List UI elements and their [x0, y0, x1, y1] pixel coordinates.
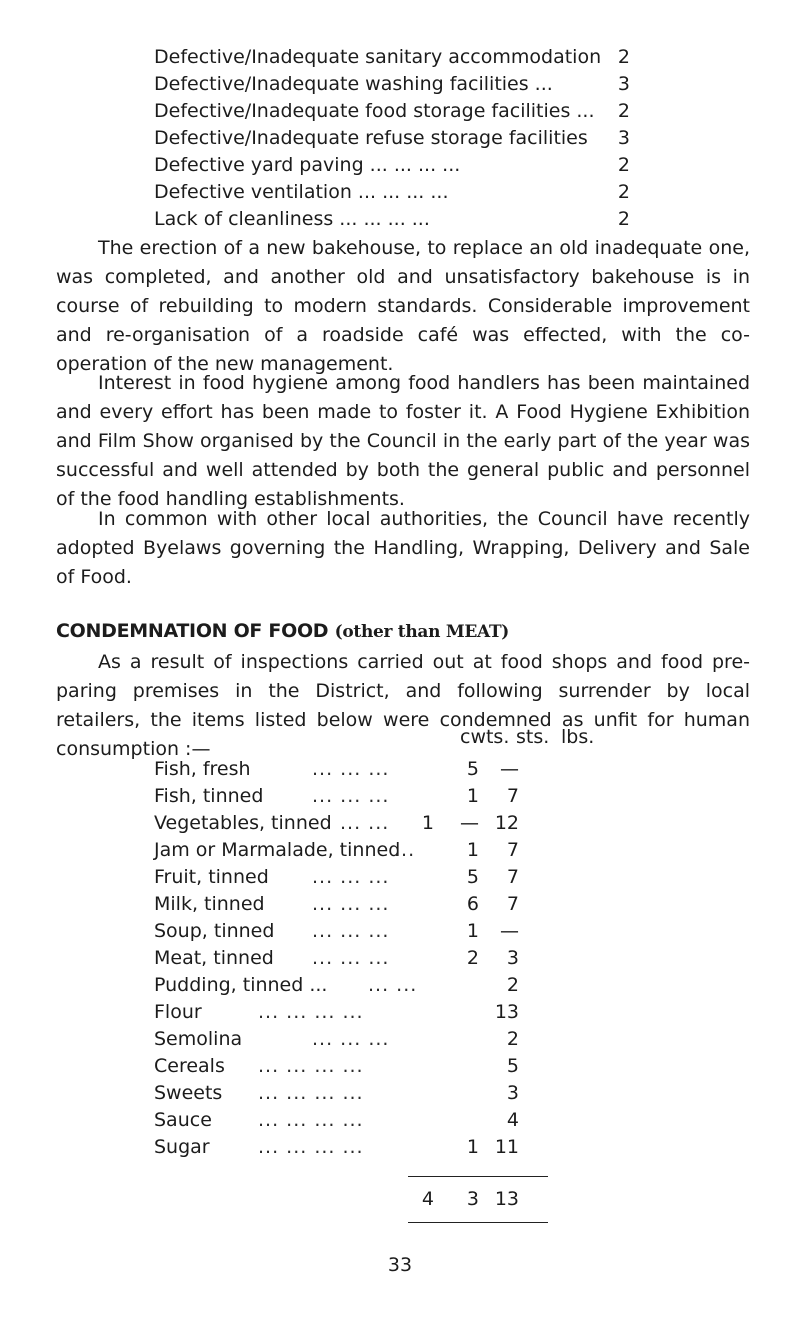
- row-item: Soup, tinned: [154, 920, 275, 942]
- deficiency-row: [154, 98, 650, 125]
- paragraph-text: Interest in food hygiene among food handlers has been maintained and every effort has been made to foster it. A Food Hygiene Exhibition and Film Show organised by the Council in the early part of the year was successful and well attended by both the general public and personnel of the food handling establishments.: [56, 372, 750, 510]
- paragraph-food-hygiene: [56, 369, 750, 514]
- table-row: [154, 891, 644, 918]
- table-row: [154, 756, 644, 783]
- deficiency-label: Defective ventilation ... ... ... ...: [154, 181, 449, 203]
- deficiency-row: [154, 179, 650, 206]
- row-lbs: —: [500, 920, 519, 942]
- deficiency-row: [154, 44, 650, 71]
- row-leader: ... ... ... ...: [258, 1082, 364, 1104]
- row-cwts: 1: [421, 812, 434, 834]
- section-heading: [56, 620, 509, 642]
- row-item: Jam or Marmalade, tinned: [154, 839, 401, 861]
- deficiency-row: [154, 152, 650, 179]
- row-item: Sugar: [154, 1136, 210, 1158]
- row-item: Fruit, tinned: [154, 866, 269, 888]
- deficiency-label: Defective/Inadequate food storage facilities ...: [154, 100, 595, 122]
- row-item: Cereals: [154, 1055, 225, 1077]
- paragraph-text: In common with other local authorities, the Council have recently adopted Byelaws governing the Handling, Wrapping, Delivery and Sale of Food.: [56, 508, 750, 588]
- row-leader: ...: [394, 839, 416, 861]
- deficiency-count: 2: [617, 208, 630, 230]
- row-lbs: 7: [506, 785, 519, 807]
- table-row: [154, 972, 644, 999]
- row-leader: ... ... ...: [312, 785, 390, 807]
- row-leader: ... ... ... ...: [258, 1136, 364, 1158]
- row-leader: ... ... ...: [312, 866, 390, 888]
- row-sts: 2: [466, 947, 479, 969]
- row-leader: ... ...: [340, 812, 390, 834]
- row-leader: ... ... ...: [312, 947, 390, 969]
- row-item: Sauce: [154, 1109, 212, 1131]
- row-sts: 1: [466, 920, 479, 942]
- total-row: [154, 1186, 644, 1213]
- header-sts: sts.: [516, 726, 550, 748]
- deficiency-count: 3: [617, 127, 630, 149]
- row-sts: 5: [466, 758, 479, 780]
- total-rule-top: [408, 1176, 548, 1177]
- row-lbs: 3: [506, 947, 519, 969]
- paragraph-byelaws: [56, 505, 750, 592]
- table-row: [154, 864, 644, 891]
- deficiency-label: Lack of cleanliness ... ... ... ...: [154, 208, 430, 230]
- total-cwts: 4: [421, 1188, 434, 1210]
- row-sts: —: [460, 812, 479, 834]
- table-row: [154, 1107, 644, 1134]
- row-lbs: 13: [494, 1001, 519, 1023]
- table-row: [154, 1053, 644, 1080]
- row-lbs: 3: [506, 1082, 519, 1104]
- row-item: Flour: [154, 1001, 202, 1023]
- row-lbs: 4: [506, 1109, 519, 1131]
- table-row: [154, 999, 644, 1026]
- table-row: [154, 945, 644, 972]
- row-sts: 6: [466, 893, 479, 915]
- table-row: [154, 1134, 644, 1161]
- paragraph-bakehouse: [56, 234, 750, 379]
- total-rule-bottom: [408, 1222, 548, 1223]
- deficiency-label: Defective/Inadequate sanitary accommodation: [154, 46, 602, 68]
- table-row: [154, 783, 644, 810]
- table-row: [154, 1080, 644, 1107]
- row-lbs: 2: [506, 1028, 519, 1050]
- row-lbs: 5: [506, 1055, 519, 1077]
- row-item: Sweets: [154, 1082, 223, 1104]
- row-lbs: 12: [494, 812, 519, 834]
- row-item: Fish, tinned: [154, 785, 264, 807]
- heading-sub: (other than MEAT): [334, 622, 510, 642]
- deficiency-count: 2: [617, 181, 630, 203]
- deficiency-row: [154, 206, 650, 233]
- total-lbs: 13: [494, 1188, 519, 1210]
- paragraph-text: The erection of a new bakehouse, to replace an old inadequate one, was completed, and another old and unsatisfactory bakehouse is in course of rebuilding to modern standards. Considerable improvement and re-organisation of a roadside café was effected, with the co-operation of the new management.: [56, 237, 750, 375]
- heading-main: CONDEMNATION OF FOOD: [56, 620, 329, 642]
- row-leader: ... ... ...: [312, 1028, 390, 1050]
- header-cwts: cwts.: [460, 726, 510, 748]
- row-item: Meat, tinned: [154, 947, 274, 969]
- row-lbs: 7: [506, 839, 519, 861]
- paragraph-intro: [56, 648, 750, 764]
- paragraph-text: As a result of inspections carried out at food shops and food pre-paring premises in the District, and following surrender by local retailers, the items listed below were condemned as unfit for human consumption :—: [56, 651, 750, 760]
- table-row: [154, 1026, 644, 1053]
- row-item: Fish, fresh: [154, 758, 251, 780]
- row-lbs: —: [500, 758, 519, 780]
- row-sts: 1: [466, 785, 479, 807]
- table-row: [154, 810, 644, 837]
- row-leader: ... ...: [368, 974, 418, 996]
- deficiency-row: [154, 125, 650, 152]
- table-row: [154, 837, 644, 864]
- deficiency-label: Defective/Inadequate washing facilities ...: [154, 73, 553, 95]
- page-number: 33: [387, 1254, 413, 1276]
- row-lbs: 7: [506, 866, 519, 888]
- row-sts: 1: [466, 839, 479, 861]
- row-lbs: 7: [506, 893, 519, 915]
- row-leader: ... ... ...: [312, 893, 390, 915]
- row-lbs: 11: [494, 1136, 519, 1158]
- deficiency-label: Defective/Inadequate refuse storage facilities: [154, 127, 588, 149]
- deficiency-row: [154, 71, 650, 98]
- row-item: Vegetables, tinned: [154, 812, 332, 834]
- row-item: Semolina: [154, 1028, 243, 1050]
- header-lbs: lbs.: [561, 726, 595, 748]
- row-lbs: 2: [506, 974, 519, 996]
- row-leader: ... ... ...: [312, 758, 390, 780]
- deficiency-count: 2: [617, 154, 630, 176]
- deficiency-list: [154, 44, 650, 233]
- deficiency-count: 2: [617, 46, 630, 68]
- deficiency-count: 3: [617, 73, 630, 95]
- row-leader: ... ... ... ...: [258, 1001, 364, 1023]
- row-leader: ... ... ...: [312, 920, 390, 942]
- row-sts: 1: [466, 1136, 479, 1158]
- row-sts: 5: [466, 866, 479, 888]
- row-item: Milk, tinned: [154, 893, 265, 915]
- row-leader: ... ... ... ...: [258, 1109, 364, 1131]
- row-leader: ... ... ... ...: [258, 1055, 364, 1077]
- row-item: Pudding, tinned ...: [154, 974, 328, 996]
- deficiency-label: Defective yard paving ... ... ... ...: [154, 154, 461, 176]
- total-sts: 3: [466, 1188, 479, 1210]
- table-row: [154, 918, 644, 945]
- deficiency-count: 2: [617, 100, 630, 122]
